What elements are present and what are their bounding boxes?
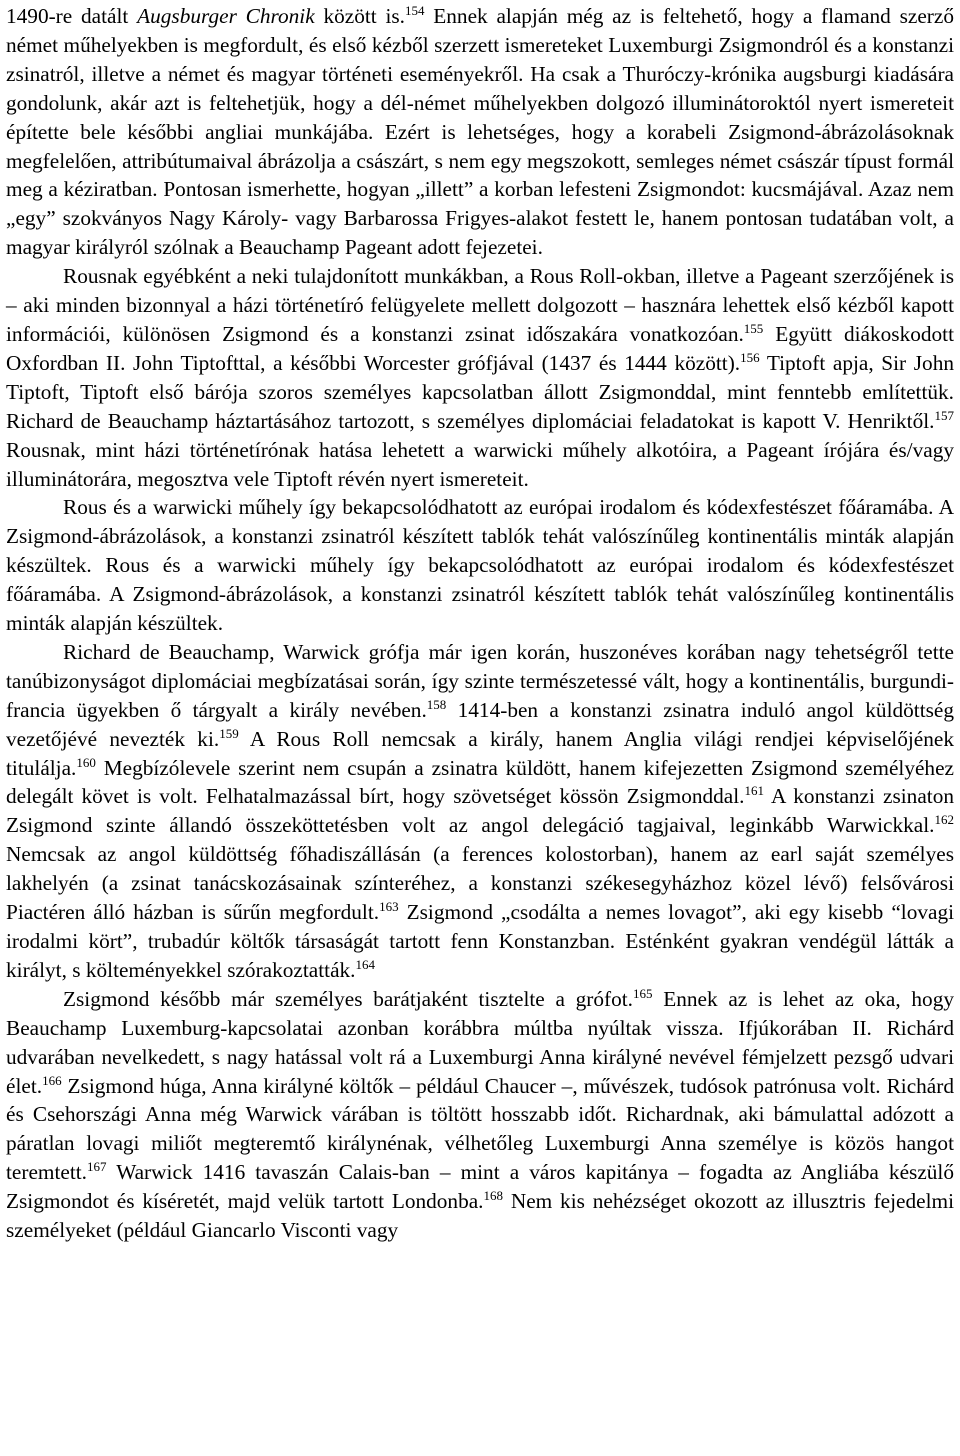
text-run: Nemcsak az angol küldöttség főhadiszállásán (a ferences kolostorban), hanem az earl saját személyes lakhelyén (a zsinat tanácskozásainak színteréhez, a konstanzi székesegyházhoz közel lévő) felsővárosi Piactéren álló házban is sűrűn megfordult. [6,842,954,925]
text-run: Ennek alapján még az is feltehető, hogy a flamand szerző német műhelyekben is megfordult, és első kézből szerzett ismereteket Luxemburgi Zsigmondról és a konstanzi zsinatról, illetve a német és magyar történeti eseményekről. Ha csak a Thuróczy-krónika augsburgi kiadására gondolunk, akár azt is feltehetjük, hogy a dél-német műhelyekben dolgozó illuminátoroktól nyert ismereteit építette bele későbbi angliai munkájába. Ezért is lehetséges, hogy a korabeli Zsigmond-ábrázolásoknak megfelelően, attribútumaival ábrázolja a császárt, s nem egy megszokott, semleges német császár típust formál meg a kéziratban. Pontosan ismerhette, hogyan „illett” a korban lefesteni Zsigmondot: kucsmájával. Azaz nem „egy” szokványos Nagy Károly- vagy Barbarossa Frigyes-alakot festett le, hanem pontosan tudatában volt, a magyar királyról szólnak a Beauchamp Pageant adott fejezetei. [6,4,954,260]
footnote-marker: 161 [744,783,764,799]
footnote-marker: 156 [740,349,760,365]
document-page [6,2,954,1245]
footnote-marker: 155 [743,320,764,336]
text-run: Rous és a warwicki műhely így bekapcsolódhatott az európai irodalom és kódexfestészet főáramába. A Zsigmond-ábrázolások, a konstanzi zsinatról készített tablók tehát valószínűleg kontinentális minták alapján készültek. Rous és a warwicki műhely így bekapcsolódhatott az európai irodalom és kódexfestészet főáramába. A Zsigmond-ábrázolások, a konstanzi zsinatról készített tablók tehát valószínűleg kontinentális minták alapján készültek. [6,495,954,636]
footnote-marker: 165 [633,985,653,1001]
text-run: A Rous Roll nemcsak a király, hanem Anglia világi rendjei képviselőjének titulálja. [6,726,954,780]
text-run: 1414-ben a konstanzi zsinatra induló angol küldöttség vezetőjévé nevezték ki. [6,697,954,751]
text-run: Zsigmond „csodálta a nemes lovagot”, aki egy kisebb “lovagi irodalmi kört”, trubadúr költők társaságát tartott fenn Konstanzban. Esténként gyakran vendégül látták a királyt, s költeményekkel szórakoztatták. [6,900,955,982]
text-run: Zsigmond később már személyes barátjaként tisztelte a grófot. [63,986,633,1011]
text-run: 1490-re datált [6,4,138,28]
footnote-marker: 159 [219,725,239,741]
footnote-marker: 167 [87,1159,107,1175]
footnote-marker: 158 [426,696,447,712]
text-run: Warwick 1416 tavaszán Calais-ban – mint a város kapitánya – fogadta az Angliába készülő Zsigmondot és kíséretét, majd velük tartott Londonba. [6,1160,954,1214]
text-run: Együtt diákoskodott Oxfordban II. John Tiptofttal, a későbbi Worcester grófjával (1437 és 1444 között). [6,321,954,375]
text-run: Richard de Beauchamp, Warwick grófja már igen korán, huszonéves korában nagy tehetségről tette tanúbizonyságot diplomáciai megbízatásai során, így szinte természetessé vált, hogy a kontinentális, burgundi-francia ügyekben ő tárgyalt a király nevében. [6,639,954,722]
italic-title: Augsburger Chronik [137,4,315,28]
text-run: Rousnak, mint házi történetírónak hatása lehetett a warwicki műhely alkotóira, a Pageant írójára és/vagy illuminátorára, megosztva vele Tiptoft révén nyert ismereteit. [6,437,954,491]
paragraph [6,638,954,985]
footnote-marker: 168 [483,1188,504,1204]
text-run: A konstanzi zsinaton Zsigmond szinte állandó összeköttetésben volt az angol delegáció tagjaival, leginkább Warwickkal. [6,784,954,838]
text-run: Zsigmond húga, Anna királyné költők – például Chaucer –, művészek, tudósok patrónusa volt. Richárd és Csehországi Anna még Warwick várában is töltött hosszabb időt. Richardnak, aki bámulattal adózott a páratlan lovagi miliőt megteremtő királynénak, vélhetőleg Luxemburgi Anna személye is közös hangot teremtett. [6,1073,954,1185]
footnote-marker: 163 [379,899,399,915]
paragraph [6,493,954,638]
text-run: Ennek az is lehet az oka, hogy Beauchamp Luxemburg-kapcsolatai azonban korábbra múltba nyúltak vissza. Ifjúkorában II. Richárd udvarában nevelkedett, s nagy hatással volt rá a Luxemburgi Anna királyné nevével fémjelzett pezsgő udvari élet. [6,986,954,1098]
text-run: Nem kis nehézséget okozott az illusztris fejedelmi személyeket (például Giancarlo Visconti vagy [6,1189,954,1243]
text-run: Megbízólevele szerint nem csupán a zsinatra küldött, hanem kifejezetten Zsigmond személyéhez delegált követ is volt. Felhatalmazással bírt, hogy szövetséget kössön Zsigmonddal. [6,755,954,809]
paragraph [6,262,954,493]
footnote-marker: 162 [934,812,954,828]
footnote-marker: 164 [355,956,376,972]
footnote-marker: 157 [934,407,954,423]
text-run: Tiptoft apja, Sir John Tiptoft, Tiptoft első bárója szoros személyes kapcsolatban állott Zsigmonddal, mint fenntebb említettük. Richard de Beauchamp háztartásához tartozott, s személyes diplomáciai feladatokat is kapott V. Henriktől. [6,350,954,433]
paragraph [6,985,954,1245]
footnote-marker: 160 [76,754,96,770]
footnote-marker: 154 [405,3,425,18]
text-run: Rousnak egyébként a neki tulajdonított munkákban, a Rous Roll-okban, illetve a Pageant szerzőjének is – aki minden bizonnyal a házi történetíró felügyelete mellett dolgozott – hasznára lehettek első kézből kapott információi, különösen Zsigmond és a konstanzi zsinat időszakára vonatkozóan. [6,264,954,346]
paragraph [6,2,954,262]
footnote-marker: 166 [42,1072,62,1088]
text-run: között is. [314,4,405,28]
